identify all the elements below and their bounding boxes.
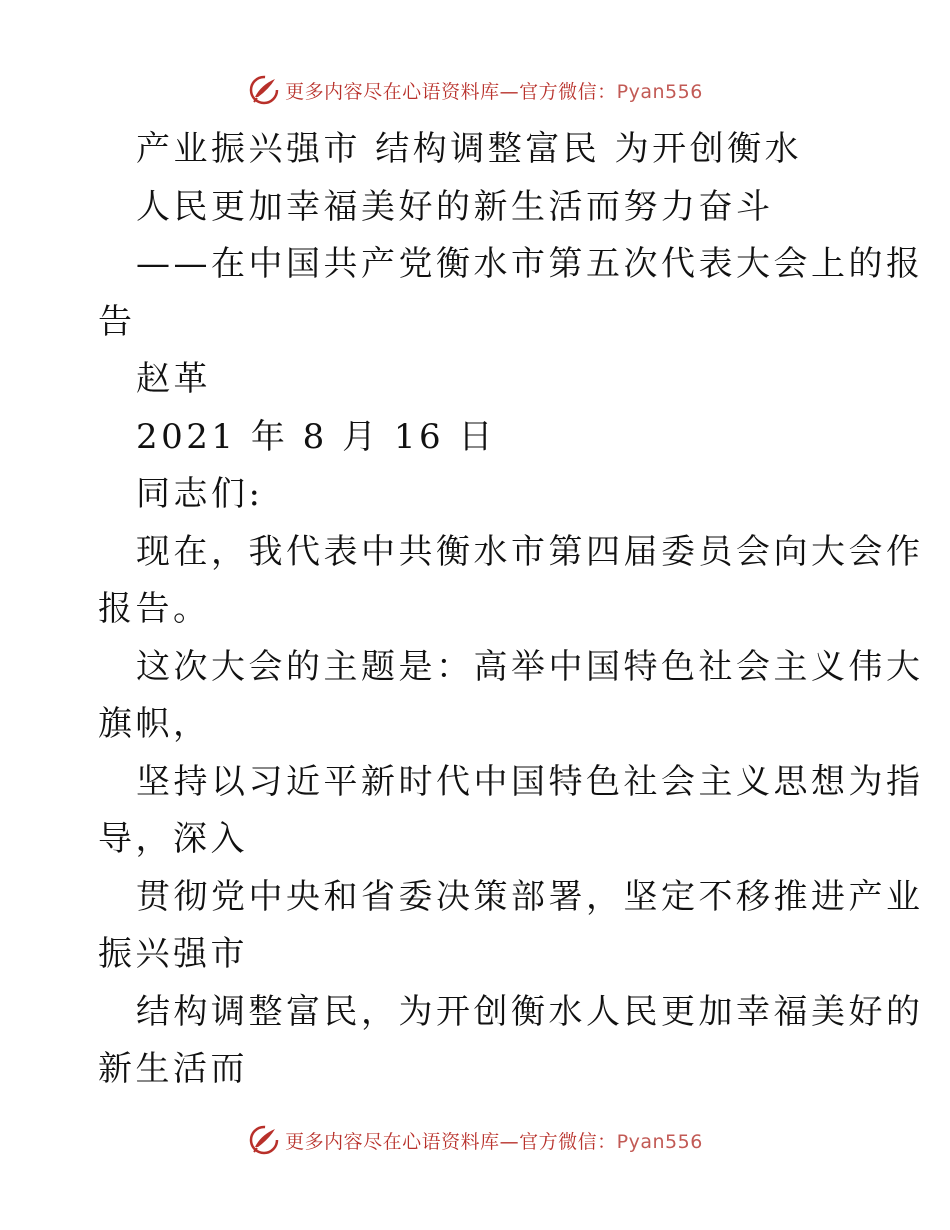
paragraph-line: 振兴强市	[98, 934, 248, 974]
paragraph-line: 导，深入	[98, 819, 248, 859]
subtitle-line-2: 告	[98, 301, 136, 342]
author: 赵革	[136, 359, 211, 399]
paragraph-line: 结构调整富民，为开创衡水人民更加幸福美好的	[136, 991, 924, 1032]
quill-circle-icon	[247, 73, 281, 107]
wechat-id: Pyan556	[616, 80, 703, 103]
salutation: 同志们:	[136, 474, 264, 514]
watermark-text: 更多内容尽在心语资料库—官方微信：Pyan556	[285, 1130, 703, 1153]
wechat-id: Pyan556	[616, 1130, 703, 1153]
paragraph-line: 报告。	[98, 589, 211, 629]
paragraph-line: 旗帜，	[98, 704, 211, 744]
title-line-1: 产业振兴强市 结构调整富民 为开创衡水	[136, 129, 803, 169]
paragraph-line: 现在，我代表中共衡水市第四届委员会向大会作	[136, 531, 924, 572]
quill-circle-icon	[247, 1123, 281, 1157]
footer-watermark-banner	[0, 1120, 950, 1160]
paragraph-line: 贯彻党中央和省委决策部署，坚定不移推进产业	[136, 876, 924, 917]
subtitle-line-1: ——在中国共产党衡水市第五次代表大会上的报	[136, 244, 924, 284]
paragraph-line: 新生活而	[98, 1049, 248, 1089]
title-line-2: 人民更加幸福美好的新生活而努力奋斗	[136, 186, 774, 227]
date: 2021 年 8 月 16 日	[136, 416, 496, 457]
paragraph-line: 这次大会的主题是：高举中国特色社会主义伟大	[136, 646, 924, 687]
document-body	[98, 121, 924, 1099]
watermark-text: 更多内容尽在心语资料库—官方微信：Pyan556	[285, 80, 703, 103]
header-watermark-banner	[0, 70, 950, 110]
paragraph-line: 坚持以习近平新时代中国特色社会主义思想为指	[136, 761, 924, 802]
